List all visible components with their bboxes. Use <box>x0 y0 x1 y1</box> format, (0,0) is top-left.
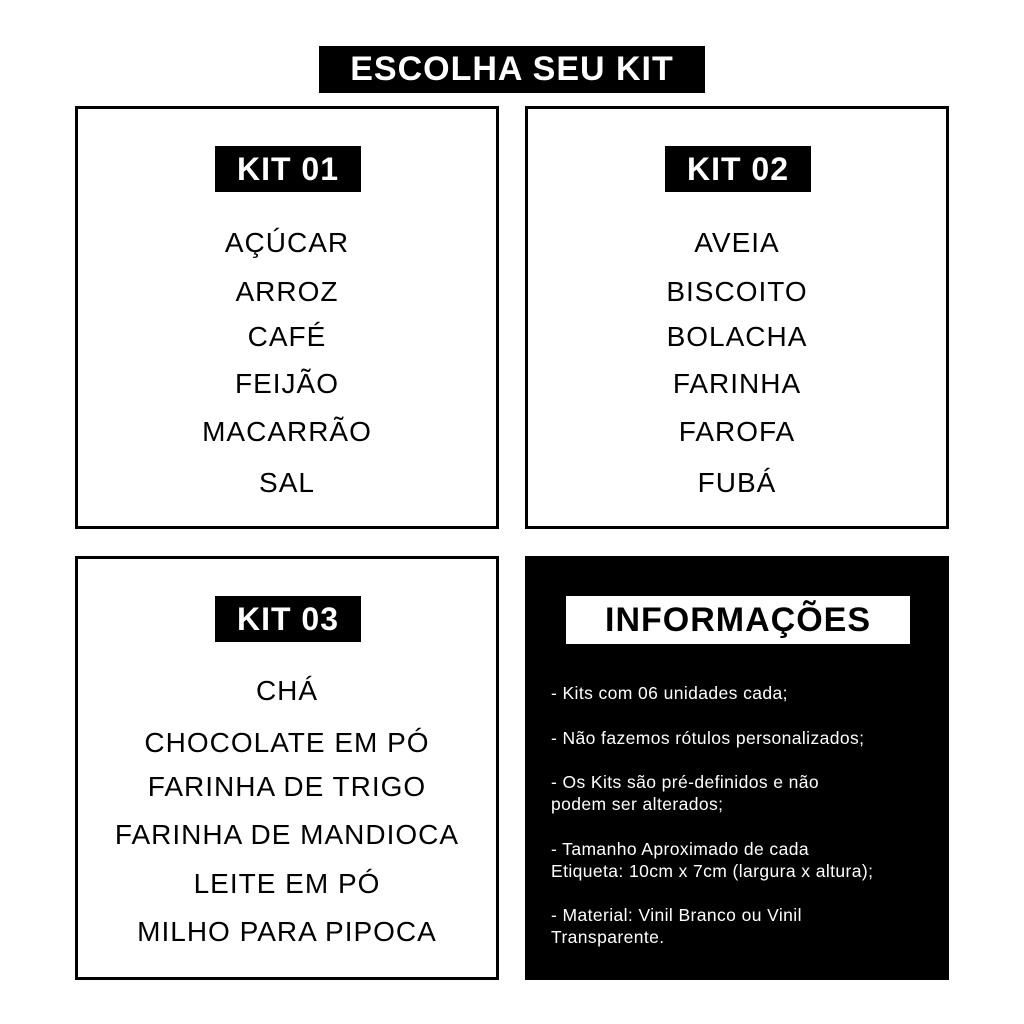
kit-03-item: MILHO PARA PIPOCA <box>137 916 437 947</box>
kit-01-item: MACARRÃO <box>202 416 372 447</box>
kit-01-card[interactable] <box>75 106 499 529</box>
kit-02-card[interactable] <box>525 106 949 529</box>
kit-03-item: CHOCOLATE EM PÓ <box>144 727 430 758</box>
kit-03-item: FARINHA DE TRIGO <box>147 771 427 802</box>
info-line: - Tamanho Aproximado de cada Etiqueta: 10cm x 7cm (largura x altura); <box>551 839 874 881</box>
info-line: - Kits com 06 unidades cada; <box>551 683 788 703</box>
info-card <box>525 556 949 980</box>
kit-01-item: ARROZ <box>235 276 339 307</box>
kit-02-item: FARINHA <box>672 368 802 399</box>
kit-03-item: LEITE EM PÓ <box>193 868 381 899</box>
kit-02-item: AVEIA <box>694 227 780 258</box>
info-line: - Não fazemos rótulos personalizados; <box>551 728 865 748</box>
kit-02-label: KIT 02 <box>665 146 811 192</box>
kit-02-item: BOLACHA <box>666 321 808 352</box>
kit-01-item: AÇÚCAR <box>224 227 350 258</box>
kit-03-item: CHÁ <box>255 675 319 706</box>
page-title: ESCOLHA SEU KIT <box>319 46 705 93</box>
kit-02-item: BISCOITO <box>666 276 808 307</box>
kit-01-label: KIT 01 <box>215 146 361 192</box>
info-line: - Material: Vinil Branco ou Vinil Transparente. <box>551 905 802 947</box>
kit-03-card[interactable] <box>75 556 499 980</box>
kit-03-item: FARINHA DE MANDIOCA <box>114 819 460 850</box>
info-title: INFORMAÇÕES <box>566 596 910 644</box>
kit-01-item: FEIJÃO <box>234 368 339 399</box>
kit-01-item: SAL <box>259 467 315 498</box>
info-line: - Os Kits são pré-definidos e não podem ser alterados; <box>551 772 820 814</box>
kit-01-item: CAFÉ <box>247 321 327 352</box>
kit-03-label: KIT 03 <box>215 596 361 642</box>
kit-02-item: FUBÁ <box>697 467 777 498</box>
kit-02-item: FAROFA <box>678 416 796 447</box>
